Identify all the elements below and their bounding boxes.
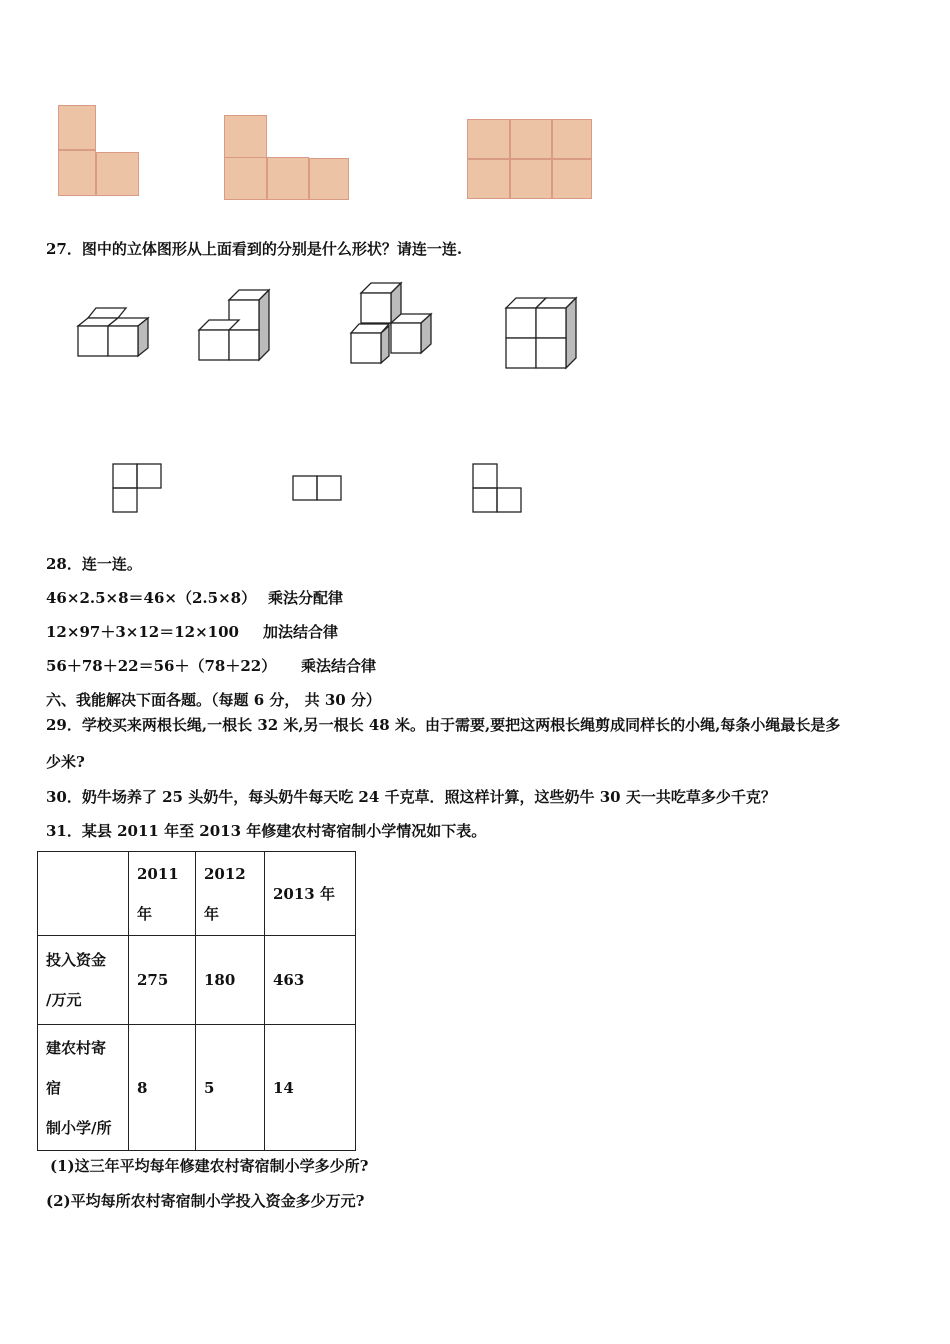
tan-square [510, 159, 552, 199]
q28-law: 加法结合律 [263, 623, 339, 641]
table-row [38, 936, 356, 1025]
cube-solid-2 [192, 285, 282, 365]
table-row [38, 1025, 356, 1151]
top-view-2 [292, 475, 344, 503]
table-row-label: 建农村寄 宿 制小学/所 [38, 1025, 129, 1151]
table-row-label: 投入资金 /万元 [38, 936, 129, 1025]
table-cell: 180 [196, 936, 265, 1025]
q28-expression: 56＋78＋22＝56＋（78＋22） [46, 657, 277, 675]
data-table [37, 851, 356, 1151]
q28-title: 28．连一连。 [46, 555, 142, 573]
table-cell: 5 [196, 1025, 265, 1151]
q28-expression: 46×2.5×8＝46×（2.5×8） [46, 589, 257, 607]
tan-square [309, 158, 349, 200]
q31-subquestion-2: (2)平均每所农村寄宿制小学投入资金多少万元? [46, 1192, 365, 1210]
q31-text: 31．某县 2011 年至 2013 年修建农村寄宿制小学情况如下表。 [46, 822, 487, 840]
cube-solid-4 [498, 290, 588, 375]
q27-text: 27．图中的立体图形从上面看到的分别是什么形状？请连一连. [46, 240, 463, 258]
tan-square [552, 159, 592, 199]
tan-square [58, 105, 96, 150]
table-header-cell: 2012 年 [196, 852, 265, 936]
section-heading: 六、我能解决下面各题。（每题 6 分， 共 30 分） [46, 691, 381, 709]
table-header-cell: 2011 年 [129, 852, 196, 936]
q28-law: 乘法分配律 [268, 589, 344, 607]
table-header-row [38, 852, 356, 936]
top-view-1 [112, 463, 164, 515]
tan-square [510, 119, 552, 159]
q28-expression: 12×97＋3×12＝12×100 [46, 623, 239, 641]
tan-square [96, 152, 139, 196]
table-header-cell: 2013 年 [265, 852, 356, 936]
tan-square [58, 150, 96, 196]
cube-solid-1 [70, 300, 160, 370]
tan-square [224, 115, 267, 158]
table-cell: 8 [129, 1025, 196, 1151]
q28-law: 乘法结合律 [301, 657, 377, 675]
q29-text-line2: 少米? [46, 753, 85, 771]
tan-square [267, 157, 309, 200]
top-view-3 [472, 463, 524, 515]
q30-text: 30．奶牛场养了 25 头奶牛，每头奶牛每天吃 24 千克草．照这样计算，这些奶牛 30 天一共吃草多少千克？ [46, 788, 776, 806]
tan-square [467, 119, 510, 159]
tan-square [467, 159, 510, 199]
tan-square [224, 157, 267, 200]
tan-square [552, 119, 592, 159]
table-cell: 275 [129, 936, 196, 1025]
cube-solid-3 [345, 278, 445, 368]
q31-subquestion-1: (1)这三年平均每年修建农村寄宿制小学多少所? [50, 1157, 369, 1175]
table-corner-cell [38, 852, 129, 936]
table-cell: 14 [265, 1025, 356, 1151]
table-cell: 463 [265, 936, 356, 1025]
q29-text-line1: 29．学校买来两根长绳,一根长 32 米,另一根长 48 米。由于需要,要把这两根长绳剪成同样长的小绳,每条小绳最长是多 [46, 716, 841, 734]
